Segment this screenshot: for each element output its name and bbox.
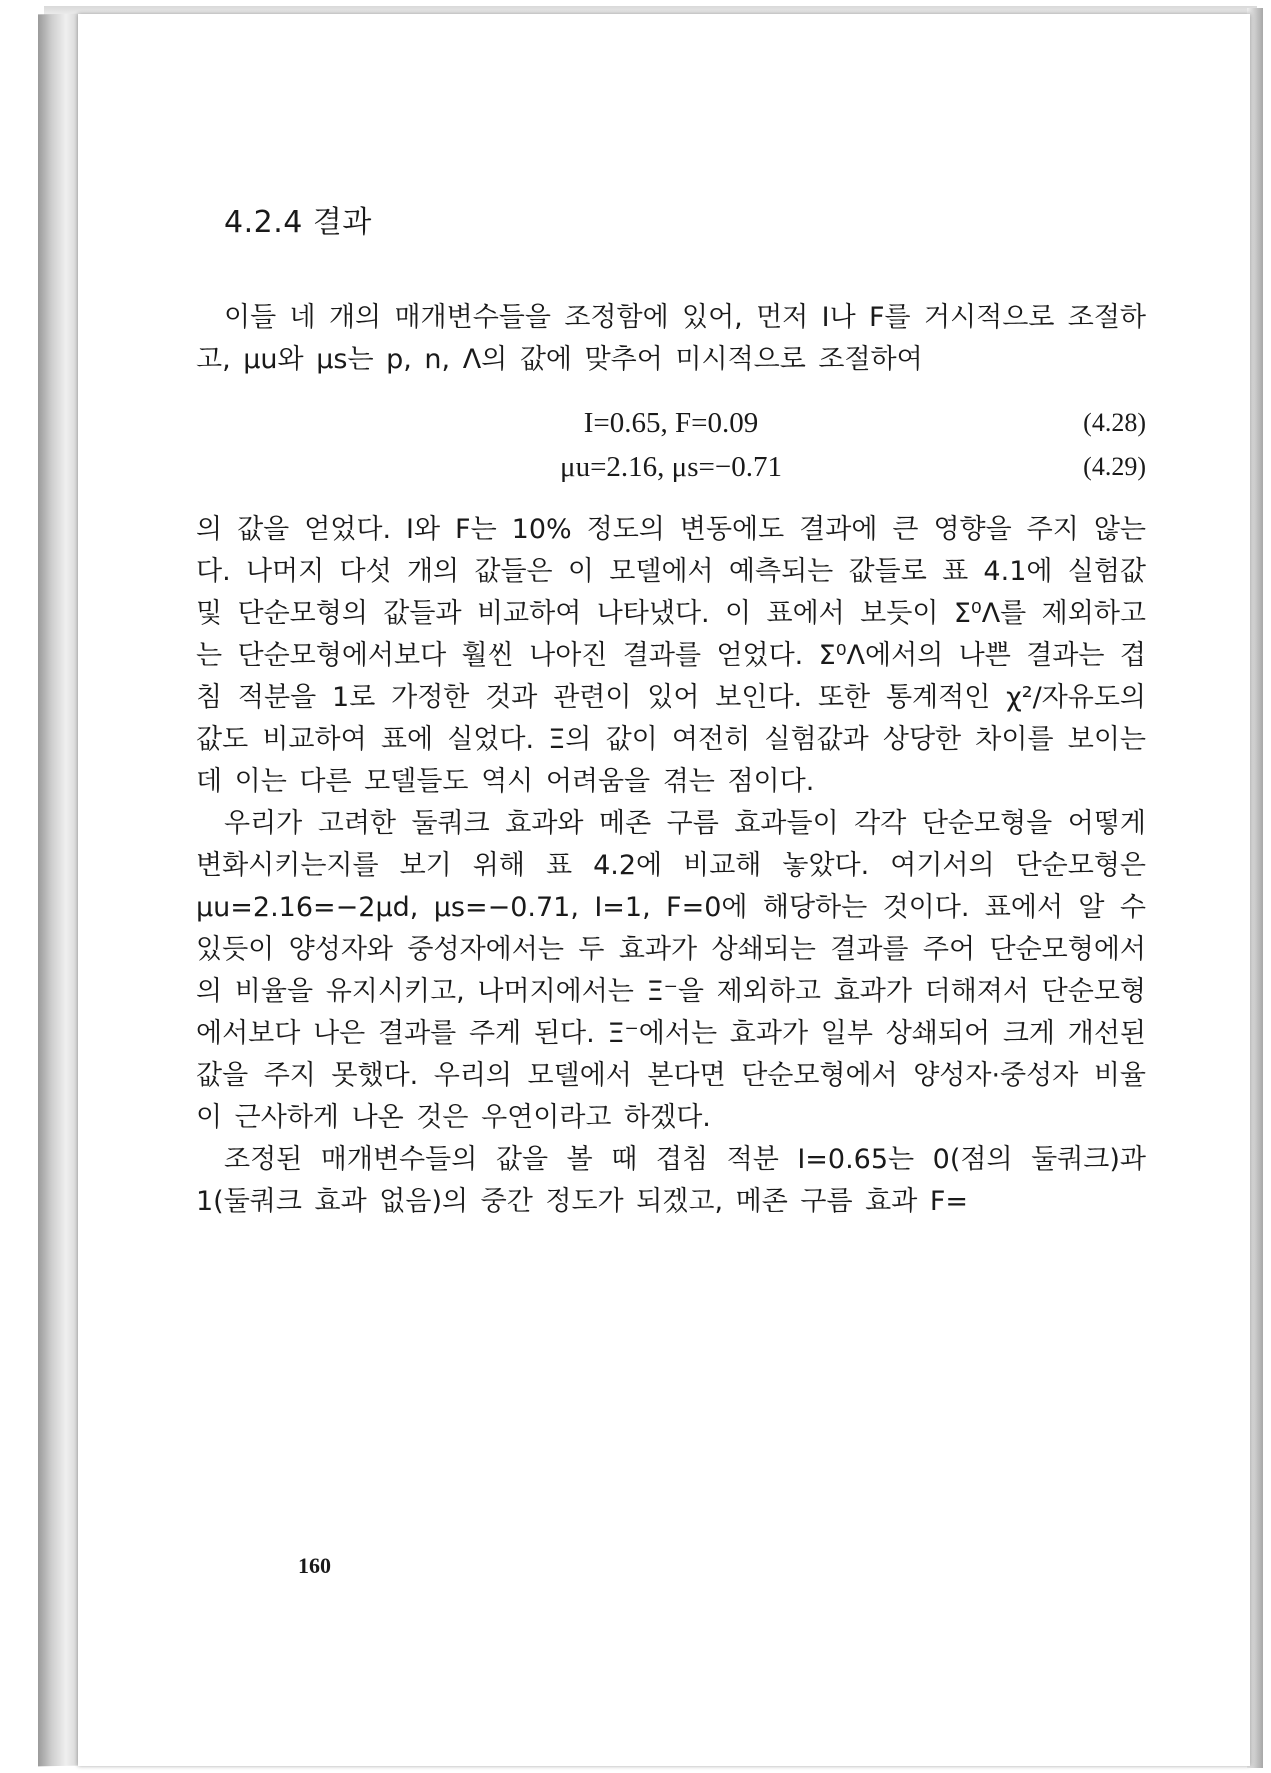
equation-4-28 <box>196 401 1146 445</box>
page-number: 160 <box>298 1553 331 1578</box>
equation-body: I=0.65, F=0.09 <box>583 407 759 439</box>
equation-block <box>196 401 1146 489</box>
book-spine <box>38 14 78 1767</box>
page-content <box>196 197 1146 1223</box>
paragraph-4: 조정된 매개변수들의 값을 볼 때 겹침 적분 I=0.65는 0(점의 둘쿼크)과 1(둘쿼크 효과 없음)의 중간 정도가 되겠고, 메존 구름 효과 F= <box>196 1144 1146 1217</box>
paragraph-3: 우리가 고려한 둘쿼크 효과와 메존 구름 효과들이 각각 단순모형을 어떻게 변화시키는지를 보기 위해 표 4.2에 비교해 놓았다. 여기서의 단순모형은 μu=2.16=−2μd, μs=−0.71, I=1, F=0에 해당하는 것이다. 표에서 알 수 있듯이 양성자와 중성자에서는 두 효과가 상쇄되는 결과를 주어 단순모형에서의 비율을 유지시키고, 나머지에서는 Ξ⁻을 제외하고 효과가 더해져서 단순모형에서보다 나은 결과를 주게 된다. Ξ⁻에서는 효과가 일부 상쇄되어 크게 개선된 값을 주지 못했다. 우리의 모델에서 본다면 단순모형에서 양성자·중성자 비율이 근사하게 나온 것은 우연이라고 하겠다. <box>196 808 1146 1133</box>
section-heading: 4.2.4 결과 <box>224 205 372 240</box>
equation-4-29 <box>196 445 1146 489</box>
equation-number: (4.28) <box>1083 408 1146 437</box>
paragraph-1: 이들 네 개의 매개변수들을 조정함에 있어, 먼저 I나 F를 거시적으로 조절하고, μu와 μs는 p, n, Λ의 값에 맞추어 미시적으로 조절하여 <box>196 302 1146 375</box>
equation-body: μu=2.16, μs=−0.71 <box>560 451 782 483</box>
paragraph-2: 의 값을 얻었다. I와 F는 10% 정도의 변동에도 결과에 큰 영향을 주지 않는다. 나머지 다섯 개의 값들은 이 모델에서 예측되는 값들로 표 4.1에 실험값 및 단순모형의 값들과 비교하여 나타냈다. 이 표에서 보듯이 Σ⁰Λ를 제외하고는 단순모형에서보다 훨씬 나아진 결과를 얻었다. Σ⁰Λ에서의 나쁜 결과는 겹침 적분을 1로 가정한 것과 관련이 있어 보인다. 또한 통계적인 χ²/자유도의 값도 비교하여 표에 실었다. Ξ의 값이 여전히 실험값과 상당한 차이를 보이는데 이는 다른 모델들도 역시 어려움을 겪는 점이다. <box>196 514 1146 797</box>
equation-number: (4.29) <box>1083 452 1146 481</box>
